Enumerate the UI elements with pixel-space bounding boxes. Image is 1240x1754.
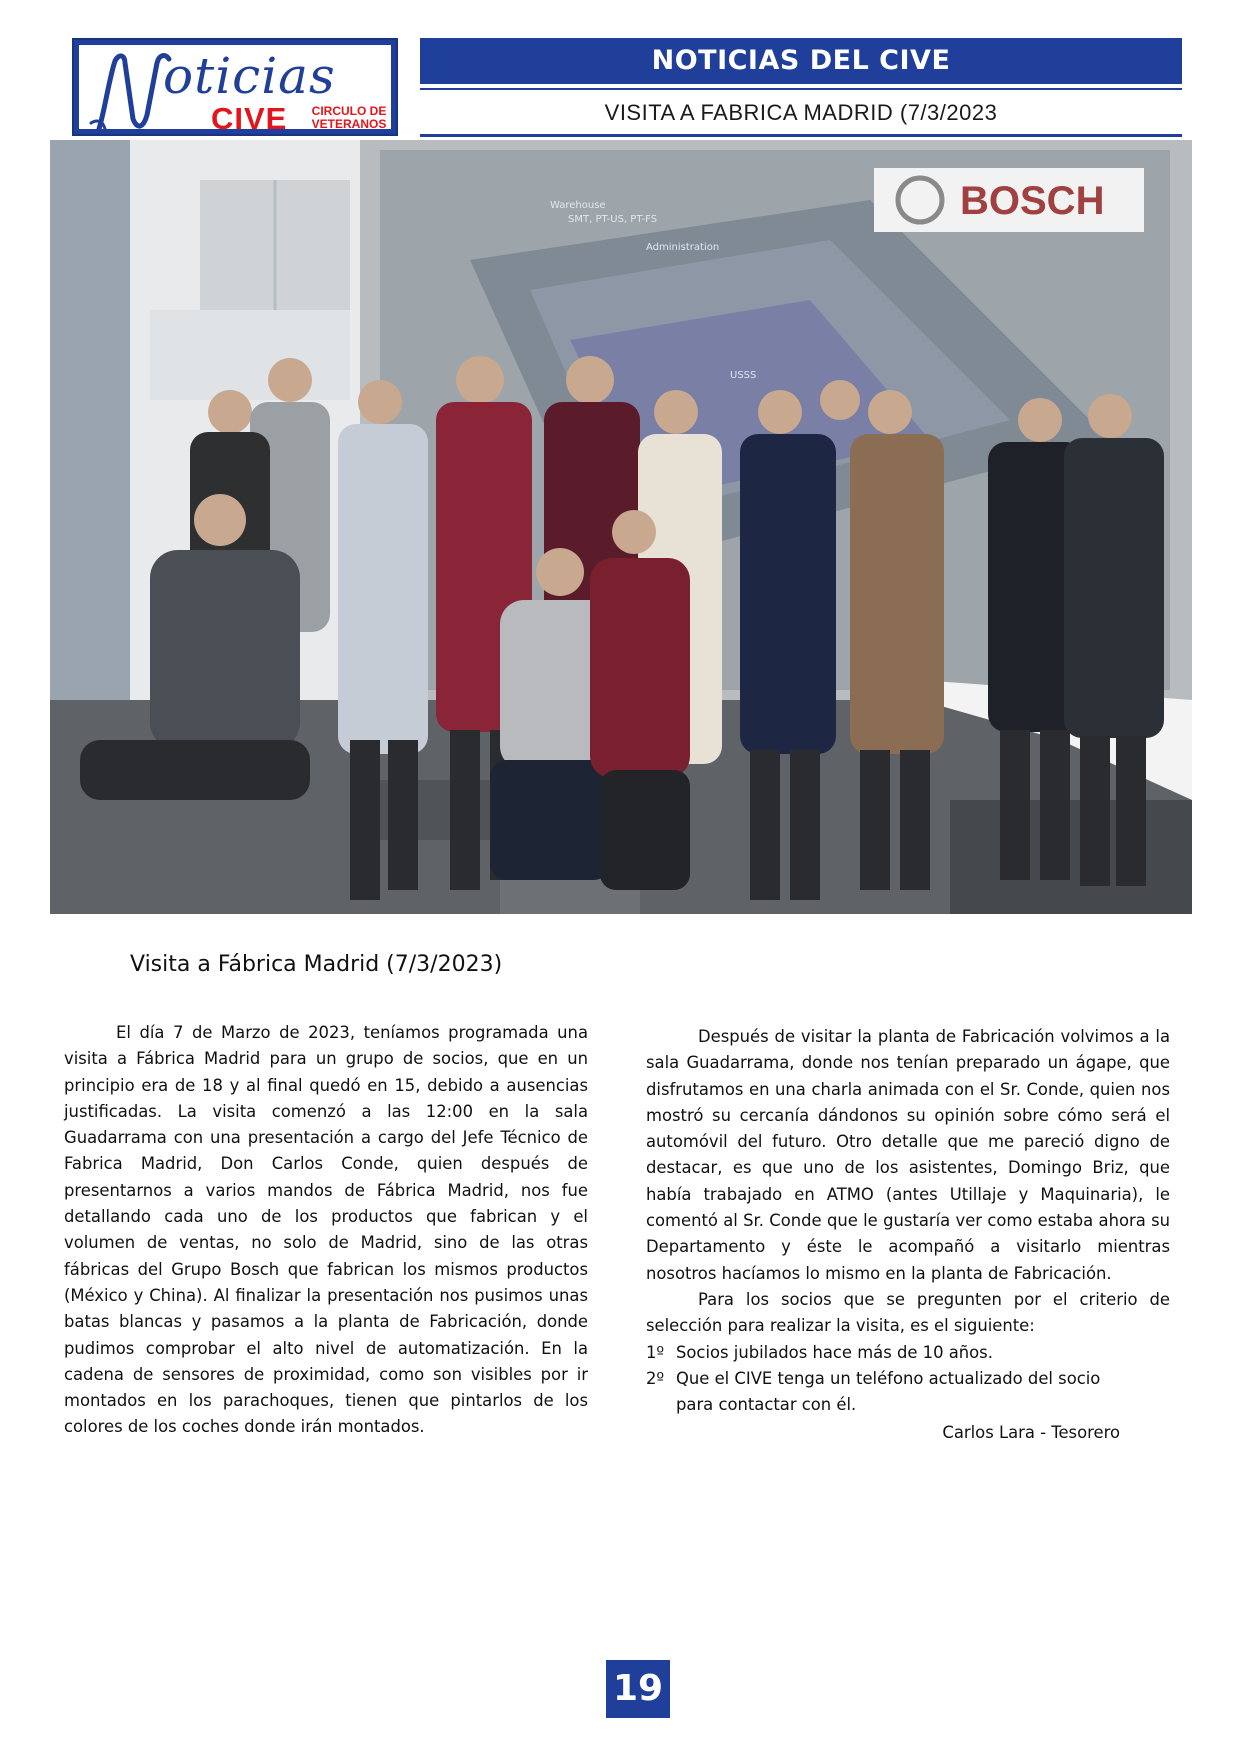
article-signature: Carlos Lara - Tesorero (942, 1423, 1120, 1443)
criteria-number: 1º (646, 1342, 665, 1362)
screen-label-warehouse: Warehouse (550, 200, 606, 211)
article-paragraph: Después de visitar la planta de Fabricación volvimos a la sala Guadarrama, donde nos tenían preparado un ágape, que disfrutamos en una charla animada con el Sr. Conde, quien nos mostró su cercanía dándonos su opinión sobre cómo será el automóvil del futuro. Otro detalle que me pareció digno de destacar, es que uno de los asistentes, Domingo Briz, que había trabajado en ATMO (antes Utillaje y Maquinaria), le comentó al Sr. Conde que le gustaría ver como estaba ahora su Departamento y éste le acompañó a visitarlo mientras nosotros hacíamos lo mismo en la planta de Fabricación. (646, 1027, 1170, 1283)
criteria-text-wrap (676, 1366, 1170, 1419)
logo-initial-n (85, 49, 173, 137)
screen-label-admin: Administration (646, 242, 720, 253)
header-subtitle: VISITA A FABRICA MADRID (7/3/2023 (604, 100, 998, 125)
logo-background (79, 45, 391, 136)
article-paragraph: Para los socios que se pregunten por el criterio de selección para realizar la visita, es el siguiente: (646, 1289, 1170, 1336)
page-number: 19 (606, 1660, 670, 1718)
screen-label-smt: SMT, PT-US, PT-FS (568, 214, 658, 225)
logo-subtitle-line2: VETERANOS (311, 117, 387, 131)
article-left-column (64, 1020, 588, 1441)
noticias-cive-logo (72, 38, 398, 136)
header-divider (420, 134, 1182, 137)
logo-wordmark: oticias (163, 47, 336, 105)
criteria-item (646, 1340, 1170, 1366)
logo-subtitle (304, 105, 394, 131)
criteria-item (646, 1366, 1170, 1419)
criteria-number: 2º (646, 1368, 665, 1388)
bosch-logo-text: BOSCH (960, 179, 1105, 223)
article-right-column (646, 1024, 1170, 1447)
screen-label-usss: USSS (730, 370, 757, 381)
logo-cive: CIVE (211, 101, 288, 136)
article-paragraph: El día 7 de Marzo de 2023, teníamos programada una visita a Fábrica Madrid para un grupo de socios, que en un principio era de 18 y al final quedó en 15, debido a ausencias justificadas. La visita comenzó a las 12:00 en la sala Guadarrama con una presentación a cargo del Jefe Técnico de Fabrica Madrid, Don Carlos Conde, quien después de presentarnos a varios mandos de Fábrica Madrid, nos fue detallando cada uno de los productos que fabrican y el volumen de ventas, no solo de Madrid, sino de las otras fábricas del Grupo Bosch que fabrican los mismos productos (México y China). Al finalizar la presentación nos pusimos unas batas blancas y pasamos a la planta de Fabricación, donde pudimos comprobar el alto nivel de automatización. En la cadena de sensores de proximidad, como son visibles por ir montados en los parachoques, tienen que pintarlos de los colores de los coches donde irán montados. (64, 1023, 588, 1437)
logo-subtitle-line1: CIRCULO DE (311, 104, 387, 118)
group-photo (50, 140, 1192, 914)
criteria-text: Que el CIVE tenga un teléfono actualizado del socio (676, 1368, 1101, 1388)
article-title: Visita a Fábrica Madrid (7/3/2023) (130, 952, 503, 977)
criteria-text: Socios jubilados hace más de 10 años. (676, 1342, 993, 1362)
group-photo-illustration (50, 140, 1192, 914)
criteria-text-continued: para contactar con él. (676, 1395, 857, 1415)
section-header: NOTICIAS DEL CIVE (420, 38, 1182, 84)
